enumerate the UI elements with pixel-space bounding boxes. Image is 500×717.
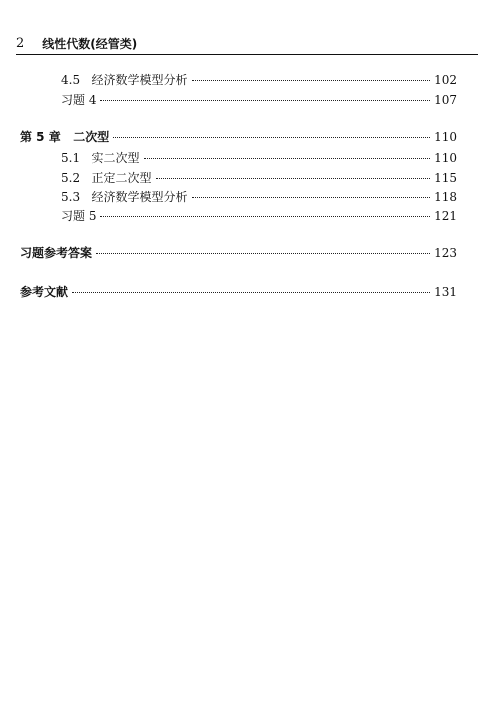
book-title: 线性代数(经管类) [42,37,138,51]
dot-leader [100,100,430,101]
toc-entry-5-1[interactable] [61,150,457,166]
dot-leader [192,80,431,81]
dot-leader [156,178,431,179]
toc-entry-label: 4.5 经济数学模型分析 [61,73,188,87]
toc-entry-page: 110 [434,130,457,144]
toc-entry-page: 121 [434,209,457,223]
dot-leader [113,137,430,138]
dot-leader [72,292,430,293]
dot-leader [192,197,431,198]
toc-entry-4-5[interactable] [61,72,457,88]
toc-entry-references[interactable] [20,284,457,300]
toc-entry-exercises-4[interactable] [61,92,457,108]
toc-entry-label: 5.1 实二次型 [61,151,140,165]
toc-entry-5-2[interactable] [61,170,457,186]
toc-entry-label: 参考文献 [20,285,69,299]
toc-entry-label: 习题 5 [61,209,97,223]
toc-entry-label: 5.2 正定二次型 [61,171,152,185]
dot-leader [96,253,430,254]
toc-entry-page: 110 [434,151,457,165]
toc-entry-chapter-5[interactable] [20,129,457,145]
toc-entry-answers[interactable] [20,245,457,261]
page-number: 2 [16,36,25,51]
toc-entry-page: 131 [434,285,457,299]
toc-entry-label: 5.3 经济数学模型分析 [61,190,188,204]
toc-entry-page: 123 [434,246,457,260]
toc-entry-5-3[interactable] [61,189,457,205]
toc-entry-exercises-5[interactable] [61,208,457,224]
toc-entry-page: 102 [434,73,457,87]
toc-entry-page: 118 [434,190,457,204]
dot-leader [100,216,430,217]
toc-entry-page: 115 [434,171,457,185]
running-header [16,34,478,55]
toc-entry-label: 习题参考答案 [20,246,93,260]
toc-entry-label: 第 5 章 二次型 [20,130,110,144]
toc-entry-label: 习题 4 [61,93,97,107]
dot-leader [144,158,431,159]
toc-entry-page: 107 [434,93,457,107]
